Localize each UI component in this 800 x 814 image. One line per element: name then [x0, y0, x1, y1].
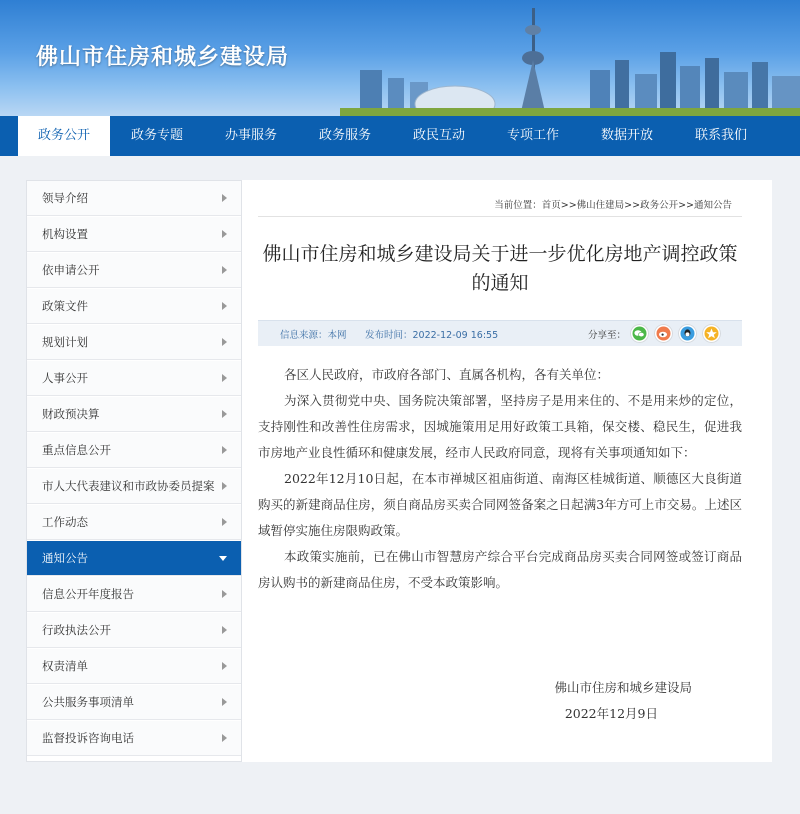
- nav-item-special-work[interactable]: 专项工作: [506, 128, 559, 143]
- chevron-right-icon: [222, 446, 227, 454]
- sidebar-item-label: 信息公开年度报告: [42, 587, 134, 601]
- main-nav: [0, 116, 800, 156]
- nav-item-gov-topics[interactable]: 政务专题: [130, 128, 183, 143]
- sidebar-item-work-news[interactable]: [27, 505, 241, 540]
- sidebar-item-notices[interactable]: [27, 541, 241, 576]
- nav-item-contact[interactable]: 联系我们: [694, 128, 747, 143]
- breadcrumb-divider: [258, 216, 742, 217]
- sidebar-item-label: 规划计划: [42, 335, 88, 349]
- sidebar: [26, 180, 242, 762]
- share-label: 分享至：: [588, 330, 627, 341]
- sidebar-item-label: 依申请公开: [42, 263, 100, 277]
- header-banner: [0, 0, 800, 116]
- sidebar-item-proposals[interactable]: [27, 469, 241, 504]
- article-panel: [242, 180, 772, 762]
- sidebar-item-label: 人事公开: [42, 371, 88, 385]
- sidebar-item-label: 通知公告: [42, 551, 88, 565]
- article-title: 佛山市住房和城乡建设局关于进一步优化房地产调控政策的通知: [262, 243, 738, 294]
- qq-icon[interactable]: [678, 324, 697, 343]
- sidebar-item-complaint-hotline[interactable]: [27, 721, 241, 756]
- sidebar-item-responsibility-list[interactable]: [27, 649, 241, 684]
- article-publish-time: 发布时间：2022-12-09 16:55: [365, 330, 499, 341]
- breadcrumb: 当前位置：首页>>佛山住建局>>政务公开>>通知公告: [494, 200, 732, 211]
- sidebar-item-label: 市人大代表建议和市政协委员提案: [42, 479, 215, 493]
- nav-item-gov-services[interactable]: 政务服务: [318, 128, 371, 143]
- sidebar-item-label: 工作动态: [42, 515, 88, 529]
- sidebar-item-label: 财政预决算: [42, 407, 100, 421]
- sidebar-item-label: 公共服务事项清单: [42, 695, 134, 709]
- chevron-right-icon: [222, 302, 227, 310]
- sidebar-item-label: 领导介绍: [42, 191, 88, 205]
- article-paragraph: 为深入贯彻党中央、国务院决策部署，坚持房子是用来住的、不是用来炒的定位，支持刚性和改善性住房需求，因城施策用足用好政策工具箱，保交楼、稳民生，促进我市房地产业良性循环和健康发展，经市人民政府同意，现将有关事项通知如下：: [258, 393, 742, 460]
- chevron-down-icon: [219, 556, 227, 561]
- article-paragraph: 本政策实施前，已在佛山市智慧房产综合平台完成商品房买卖合同网签或签订商品房认购书的新建商品住房，不受本政策影响。: [258, 549, 742, 590]
- site-title: 佛山市住房和城乡建设局: [36, 45, 290, 70]
- chevron-right-icon: [222, 482, 227, 490]
- sidebar-item-policy-files[interactable]: [27, 289, 241, 324]
- sidebar-item-organization[interactable]: [27, 217, 241, 252]
- article-greeting: 各区人民政府，市政府各部门、直属各机构，各有关单位：: [284, 367, 610, 382]
- sidebar-item-label: 政策文件: [42, 299, 88, 313]
- article-info-bar: [258, 320, 742, 346]
- nav-item-interaction[interactable]: 政民互动: [412, 128, 465, 143]
- sidebar-item-plans[interactable]: [27, 325, 241, 360]
- sidebar-item-personnel[interactable]: [27, 361, 241, 396]
- sidebar-item-label: 机构设置: [42, 227, 88, 241]
- chevron-right-icon: [222, 734, 227, 742]
- nav-item-open-data[interactable]: 数据开放: [600, 128, 653, 143]
- chevron-right-icon: [222, 518, 227, 526]
- sidebar-item-label: 权责清单: [42, 659, 88, 673]
- signature-date: 2022年12月9日: [564, 706, 658, 721]
- article-source: 信息来源：本网: [280, 330, 347, 341]
- chevron-right-icon: [222, 194, 227, 202]
- signature-organization: 佛山市住房和城乡建设局: [554, 680, 692, 695]
- sidebar-item-request-disclosure[interactable]: [27, 253, 241, 288]
- chevron-right-icon: [222, 230, 227, 238]
- sidebar-item-leaders[interactable]: [27, 181, 241, 216]
- chevron-right-icon: [222, 626, 227, 634]
- sidebar-item-key-info[interactable]: [27, 433, 241, 468]
- sidebar-item-annual-report[interactable]: [27, 577, 241, 612]
- chevron-right-icon: [222, 338, 227, 346]
- sidebar-item-public-services[interactable]: [27, 685, 241, 720]
- sidebar-item-law-enforcement[interactable]: [27, 613, 241, 648]
- article-paragraph: 2022年12月10日起，在本市禅城区祖庙街道、南海区桂城街道、顺德区大良街道购买的新建商品住房，须自商品房买卖合同网签备案之日起满3年方可上市交易。上述区域暂停实施住房限购政策。: [258, 471, 742, 538]
- weibo-icon[interactable]: [654, 324, 673, 343]
- chevron-right-icon: [222, 374, 227, 382]
- sidebar-item-label: 监督投诉咨询电话: [42, 731, 134, 745]
- nav-item-gov-affairs-public[interactable]: 政务公开: [18, 116, 110, 156]
- sidebar-item-label: 行政执法公开: [42, 623, 111, 637]
- chevron-right-icon: [222, 410, 227, 418]
- chevron-right-icon: [222, 266, 227, 274]
- chevron-right-icon: [222, 662, 227, 670]
- chevron-right-icon: [222, 590, 227, 598]
- sidebar-item-label: 重点信息公开: [42, 443, 111, 457]
- qzone-icon[interactable]: [702, 324, 721, 343]
- nav-item-services[interactable]: 办事服务: [224, 128, 277, 143]
- chevron-right-icon: [222, 698, 227, 706]
- article-body: [258, 362, 742, 596]
- sidebar-item-budget[interactable]: [27, 397, 241, 432]
- wechat-icon[interactable]: [630, 324, 649, 343]
